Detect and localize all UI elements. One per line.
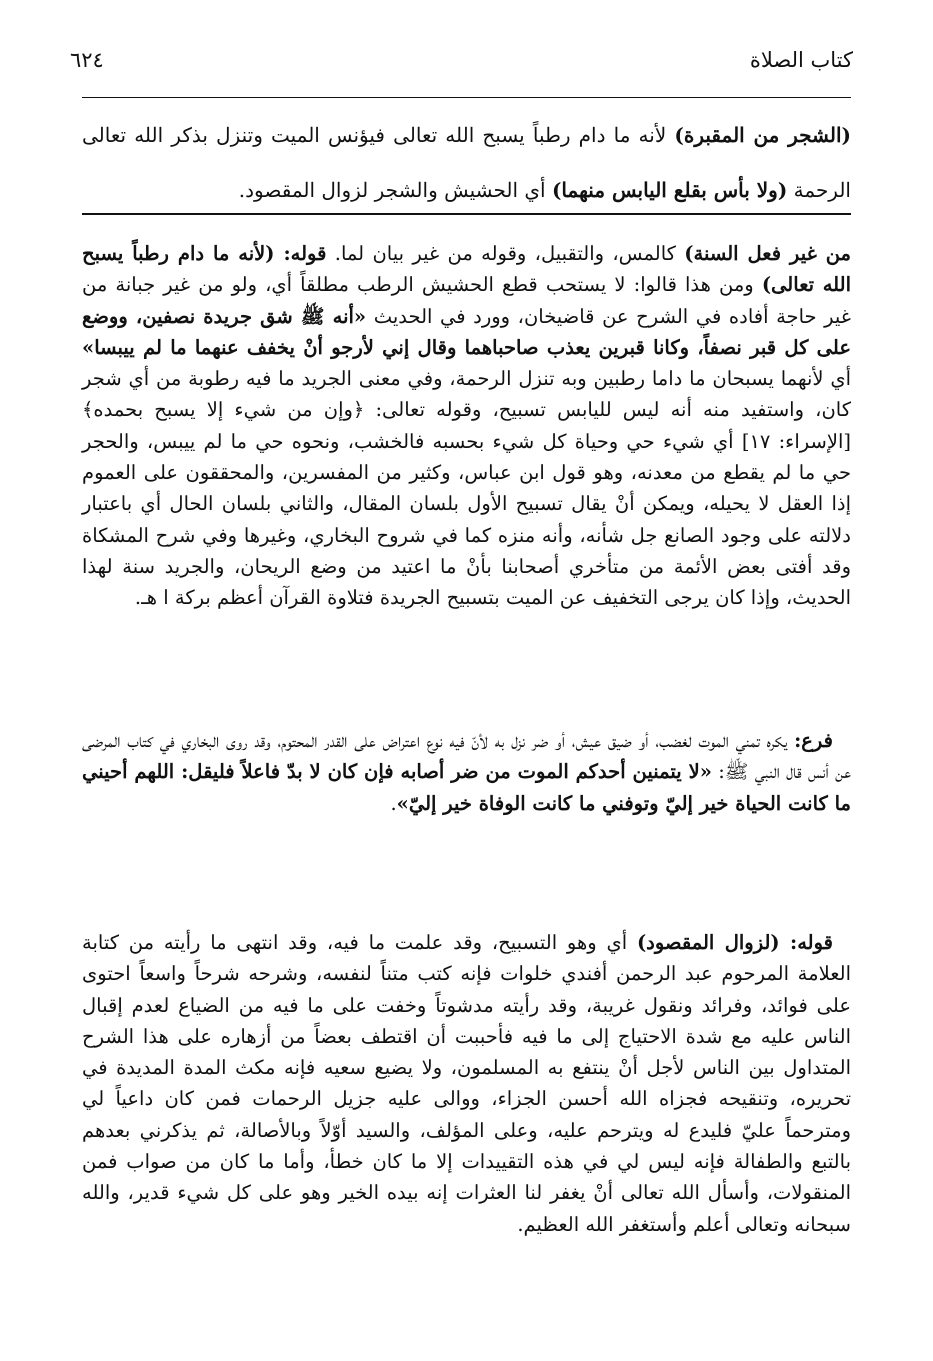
commentary-phrase: أي لأنهما يسبحان ما داما رطبين وبه تنزل الرحمة، وفي معنى الجريد ما فيه رطوبة من أي شجر كان، واستفيد منه أنه ليس لليابس تسبيح، وقوله تعالى: ﴿وإن من شيء إلا يسبح بحمده﴾ [الإسراء: ١٧] أي شيء حي وحياة كل شيء بحسبه فالخشب، ونحوه حي ما لم ييبس، والحجر حي ما لم يقطع من معدنه، وهو قول ابن عباس، وكثير من المفسرين، والمحققون على العموم إذا العقل لا يحيله، ويمكن أنْ يقال تسبيح الأول بلسان المقال، والثاني بلسان الحال أي باعتبار دلالته على وجود الصانع جل شأنه، وأنه منزه كما في شروح البخاري، وغيرها وفي شرح المشكاة وقد أفتى بعض الأئمة من متأخري أصحابنا بأنْ ما اعتيد من وضع الريحان، والجريد سنة لهذا الحديث، وإذا كان يرجى التخفيف عن الميت بتسبيح الجريدة فتلاوة القرآن أعظم بركة ا هـ. <box>82 367 852 610</box>
closing-paragraph <box>82 927 851 1240</box>
subsection-label: فرع: <box>794 729 833 752</box>
hadith-quote: «لا يتمنين أحدكم الموت من ضر أصابه فإن كان لا بدّ فاعلاً فليقل: اللهم أحيني ما كانت الحياة خير إليّ وتوفني ما كانت الوفاة خير إليّ» <box>82 760 851 815</box>
matn-paragraph <box>82 108 851 218</box>
book-title: كتاب الصلاة <box>749 48 853 72</box>
subsection-phrase: . <box>390 791 397 815</box>
commentary-bold-phrase: قوله: (لأنه ما دام رطباً يسبح الله تعالى) <box>82 242 851 297</box>
closing-bold-phrase: قوله: (لزوال المقصود) <box>636 931 833 954</box>
matn-bold-phrase: (الشجر من المقبرة) <box>674 123 851 147</box>
matn-bold-phrase: (ولا بأس بقلع اليابس منهما) <box>551 178 788 202</box>
closing-phrase: أي وهو التسبيح، وقد علمت ما فيه، وقد انتهى ما رأيته من كتابة العلامة المرحوم عبد الرحمن أفندي خلوات فإنه كتب متناً لنفسه، وشرحه شرحاً واسعاً احتوى على فوائد، وفرائد ونقول غريبة، وقد رأيته مدشوتاً وخفت على ما فيه من الضياع لعدم إقبال الناس عليه مع شدة الاحتياج إلى ما فيه فأحببت أن اقتطف بعضاً من أزهاره على هذا الشرح المتداول بين الناس لأجل أنْ ينتفع به المسلمون، ولا يضيع سعيه فإنه مكث المدة المديدة في تحريره، وتنقيحه فجزاه الله أحسن الجزاء، ووالى عليه جزيل الرحمات فمن كان داعياً لي ومترحماً عليّ فليدع له ويترحم عليه، وعلى المؤلف، والسيد أوّلاً وبالأصالة، ثم يذكرني بعدهم بالتبع والطفالة فإنه ليس لي في هذه التقييدات إلا ما كان خطأ، وأما ما كان من صواب فمن المنقولات، وأسأل الله تعالى أنْ يغفر لنا العثرات إنه بيده الخير وهو على كل شيء قدير، والله سبحانه وتعالى أعلم وأستغفر الله العظيم. <box>82 931 851 1236</box>
header-divider <box>82 97 851 98</box>
hadith-quote: «أنه ﷺ شق جريدة نصفين، ووضع على كل قبر نصفاً، وكانا قبرين يعذب صاحباهما وقال إني لأرجو أنْ يخفف عنهما ما لم ييبسا» <box>82 304 851 359</box>
matn-text <box>82 108 851 218</box>
commentary-phrase: كالمس، والتقبيل، وقوله من غير بيان لما. <box>326 242 685 265</box>
page-header <box>70 40 853 80</box>
matn-phrase: لأنه ما دام رطباً يسبح الله تعالى فيؤنس الميت وتنزل بذكر الله تعالى الرحمة <box>82 123 851 202</box>
subsection-paragraph <box>82 725 851 819</box>
commentary-paragraph <box>82 238 851 614</box>
matn-divider <box>82 213 851 215</box>
commentary-phrase: ومن هذا قالوا: لا يستحب قطع الحشيش الرطب مطلقاً أي، ولو من غير جبانة من غير حاجة أفاده في الشرح عن قاضيخان، وورد في الحديث <box>82 273 851 328</box>
subsection-phrase: يكره تمني الموت لغضب، أو ضيق عيش، أو ضر نزل به لأنّ فيه نوع اعتراض على القدر المحتوم، وقد روى البخاري في كتاب المرضى عن أنس قال النبي ﷺ: <box>82 729 851 784</box>
commentary-bold-phrase: من غير فعل السنة) <box>684 242 851 265</box>
matn-phrase: أي الحشيش والشجر لزوال المقصود. <box>238 178 552 202</box>
page-number: ٦٢٤ <box>70 48 104 72</box>
